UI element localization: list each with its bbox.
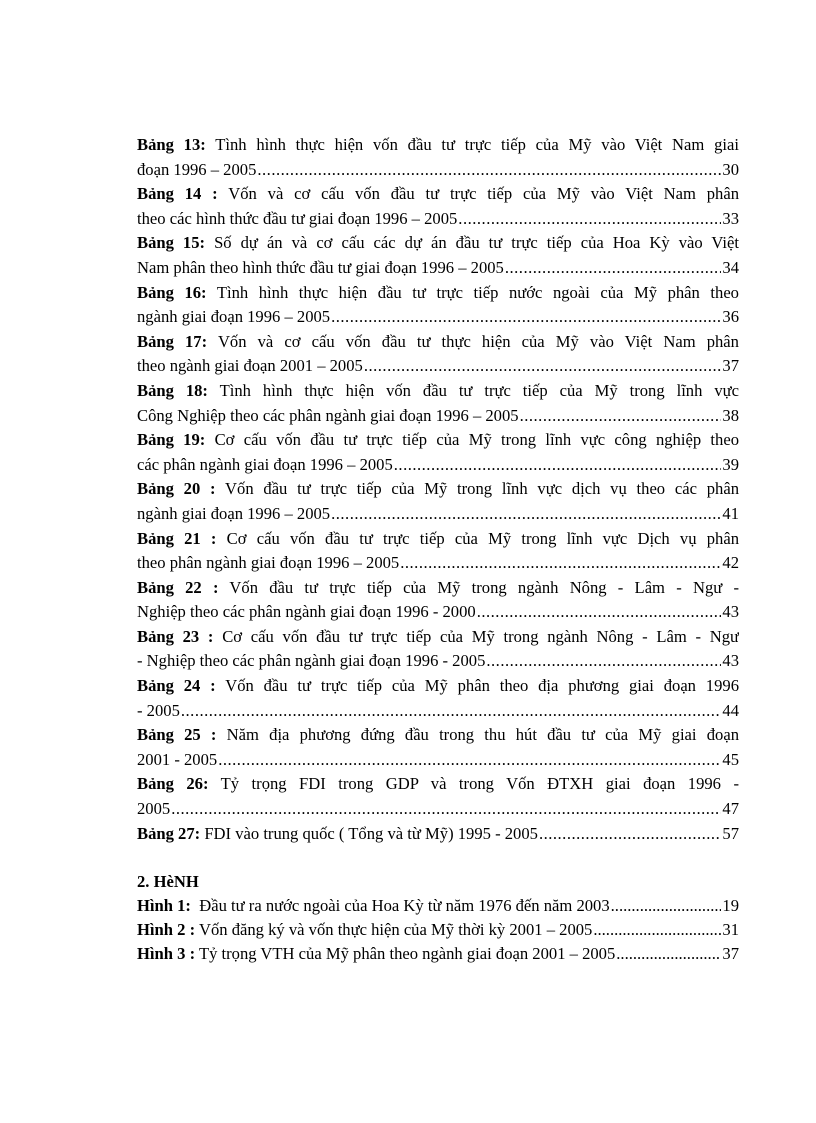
toc-entry[interactable] [137,772,739,821]
entry-title-line1: Tình hình thực hiện đầu tư trực tiếp nước ngoài của Mỹ phân theo [216,282,739,302]
entry-label: Bảng 23 : [137,626,214,646]
page-number: 37 [722,356,739,376]
entry-title-line2: theo phân ngành giai đoạn 1996 – 2005 [137,553,400,573]
entry-label: Bảng 27: [137,823,201,843]
entry-title-line1: Số dự án và cơ cấu các dự án đầu tư trực tiếp của Hoa Kỳ vào Việt [214,233,739,253]
page-number: 30 [722,159,739,179]
toc-entry[interactable] [137,330,739,379]
entry-title-line1: Cơ cấu vốn đầu tư trực tiếp của Mỹ trong lĩnh vực công nghiệp theo [214,430,739,450]
leader-dots [458,207,721,232]
entry-title-line2: - 2005 [137,700,180,720]
entry-title-line1: Tình hình thực hiện vốn đầu tư trực tiếp của Mỹ trong lĩnh vực [219,380,739,400]
figure-title: Tỷ trọng VTH của Mỹ phân theo ngành giai đoạn 2001 – 2005 [198,944,616,964]
table-of-figures [137,133,739,966]
toc-entry[interactable] [137,822,739,847]
entry-title-line1: Năm địa phương đứng đầu trong thu hút đầu tư của Mỹ giai đoạn [226,725,739,745]
entry-title-line2: ngành giai đoạn 1996 – 2005 [137,307,331,327]
leader-dots [364,354,722,379]
entry-label: Bảng 17: [137,331,208,351]
entry-title-line2: Nam phân theo hình thức đầu tư giai đoạn 1996 – 2005 [137,257,504,277]
leader-dots [520,404,722,429]
leader-dots [394,453,722,478]
toc-entry[interactable] [137,379,739,428]
entry-label: Bảng 18: [137,380,208,400]
figure-label: Hình 3 : [137,944,196,964]
page-number: 34 [722,257,739,277]
page-number: 36 [722,307,739,327]
page-number: 19 [722,896,739,916]
toc-entry[interactable] [137,231,739,280]
entry-label: Bảng 16: [137,282,207,302]
entry-title-line2: ngành giai đoạn 1996 – 2005 [137,503,331,523]
page-number: 43 [722,651,739,671]
leader-dots [486,649,721,674]
figures-list [137,894,739,966]
entry-label: Bảng 14 : [137,184,218,204]
leader-dots [331,305,721,330]
entry-title-line2: theo ngành giai đoạn 2001 – 2005 [137,356,363,376]
leader-dots [593,918,721,942]
entry-title-line2: Công Nghiệp theo các phân ngành giai đoạn 1996 – 2005 [137,405,519,425]
figure-entry[interactable] [137,942,739,966]
page-number: 43 [722,602,739,622]
page-number: 42 [722,553,739,573]
toc-entry[interactable] [137,674,739,723]
entry-label: Bảng 20 : [137,479,216,499]
entry-title-line1: Cơ cấu vốn đầu tư trực tiếp của Mỹ trong ngành Nông - Lâm - Ngư [222,626,739,646]
entry-title-line1: Tình hình thực hiện vốn đầu tư trực tiếp của Mỹ vào Việt Nam giai [215,135,739,154]
leader-dots [539,822,721,847]
figure-label: Hình 1: [137,896,191,916]
entry-title-line2: các phân ngành giai đoạn 1996 – 2005 [137,454,393,474]
page-number: 33 [722,208,739,228]
page-number: 57 [722,823,739,843]
entry-title-line1: Vốn và cơ cấu vốn đầu tư trực tiếp của Mỹ vào Việt Nam phân [228,184,739,204]
leader-dots [218,748,721,773]
toc-entry[interactable] [137,576,739,625]
figure-title: Vốn đăng ký và vốn thực hiện của Mỹ thời kỳ 2001 – 2005 [198,920,593,940]
figure-label: Hình 2 : [137,920,196,940]
figure-entry[interactable] [137,894,739,918]
toc-entry[interactable] [137,477,739,526]
entry-title-line1: Vốn đầu tư trực tiếp của Mỹ trong ngành Nông - Lâm - Ngư - [229,577,739,597]
figure-title: Đầu tư ra nước ngoài của Hoa Kỳ từ năm 1976 đến năm 2003 [199,896,610,916]
page-number: 37 [722,944,739,964]
figure-entry[interactable] [137,918,739,942]
leader-dots [505,256,722,281]
leader-dots [477,600,722,625]
toc-entry[interactable] [137,428,739,477]
entry-title-line1: Tỷ trọng FDI trong GDP và trong Vốn ĐTXH giai đoạn 1996 - [220,774,739,794]
entry-label: Bảng 22 : [137,577,219,597]
page-number: 44 [722,700,739,720]
page-number: 38 [722,405,739,425]
entry-label: Bảng 15: [137,233,206,253]
toc-entry[interactable] [137,723,739,772]
entry-title-line1: Vốn và cơ cấu vốn đầu tư thực hiện của Mỹ vào Việt Nam phân [217,331,739,351]
entry-title-line2: đoạn 1996 – 2005 [137,159,257,179]
leader-dots [400,551,721,576]
entry-title-line1: Vốn đầu tư trực tiếp của Mỹ phân theo địa phương giai đoạn 1996 [225,676,739,696]
section-title: 2. HèNH [137,872,199,892]
entry-title-line1: Cơ cấu vốn đầu tư trực tiếp của Mỹ trong lĩnh vực Dịch vụ phân [226,528,739,548]
toc-entry[interactable] [137,133,739,182]
entry-title-line2: 2005 [137,799,171,819]
page-number: 45 [722,749,739,769]
entry-label: Bảng 21 : [137,528,217,548]
page-number: 31 [722,920,739,940]
entry-title-line2: 2001 - 2005 [137,749,218,769]
tables-list [137,133,739,846]
entry-label: Bảng 19: [137,430,206,450]
toc-entry[interactable] [137,281,739,330]
entry-label: Bảng 26: [137,774,209,794]
entry-title-line2: theo các hình thức đầu tư giai đoạn 1996 – 2005 [137,208,458,228]
toc-entry[interactable] [137,527,739,576]
toc-entry[interactable] [137,182,739,231]
entry-label: Bảng 24 : [137,676,216,696]
leader-dots [616,942,721,966]
page-number: 41 [722,503,739,523]
entry-title-line1: Vốn đầu tư trực tiếp của Mỹ trong lĩnh vực dịch vụ theo các phân [225,479,739,499]
entry-title-line2: Nghiệp theo các phân ngành giai đoạn 1996 - 2000 [137,602,476,622]
page-number: 47 [722,799,739,819]
leader-dots [181,699,722,724]
entry-title-line2: - Nghiệp theo các phân ngành giai đoạn 1996 - 2005 [137,651,486,671]
entry-label: Bảng 25 : [137,725,217,745]
leader-dots [257,158,721,183]
leader-dots [331,502,721,527]
leader-dots [611,894,722,918]
entry-title-line1: FDI vào trung quốc ( Tổng và từ Mỹ) 1995 - 2005 [204,823,538,843]
toc-entry[interactable] [137,625,739,674]
leader-dots [171,797,721,822]
page-number: 39 [722,454,739,474]
entry-label: Bảng 13: [137,135,206,154]
